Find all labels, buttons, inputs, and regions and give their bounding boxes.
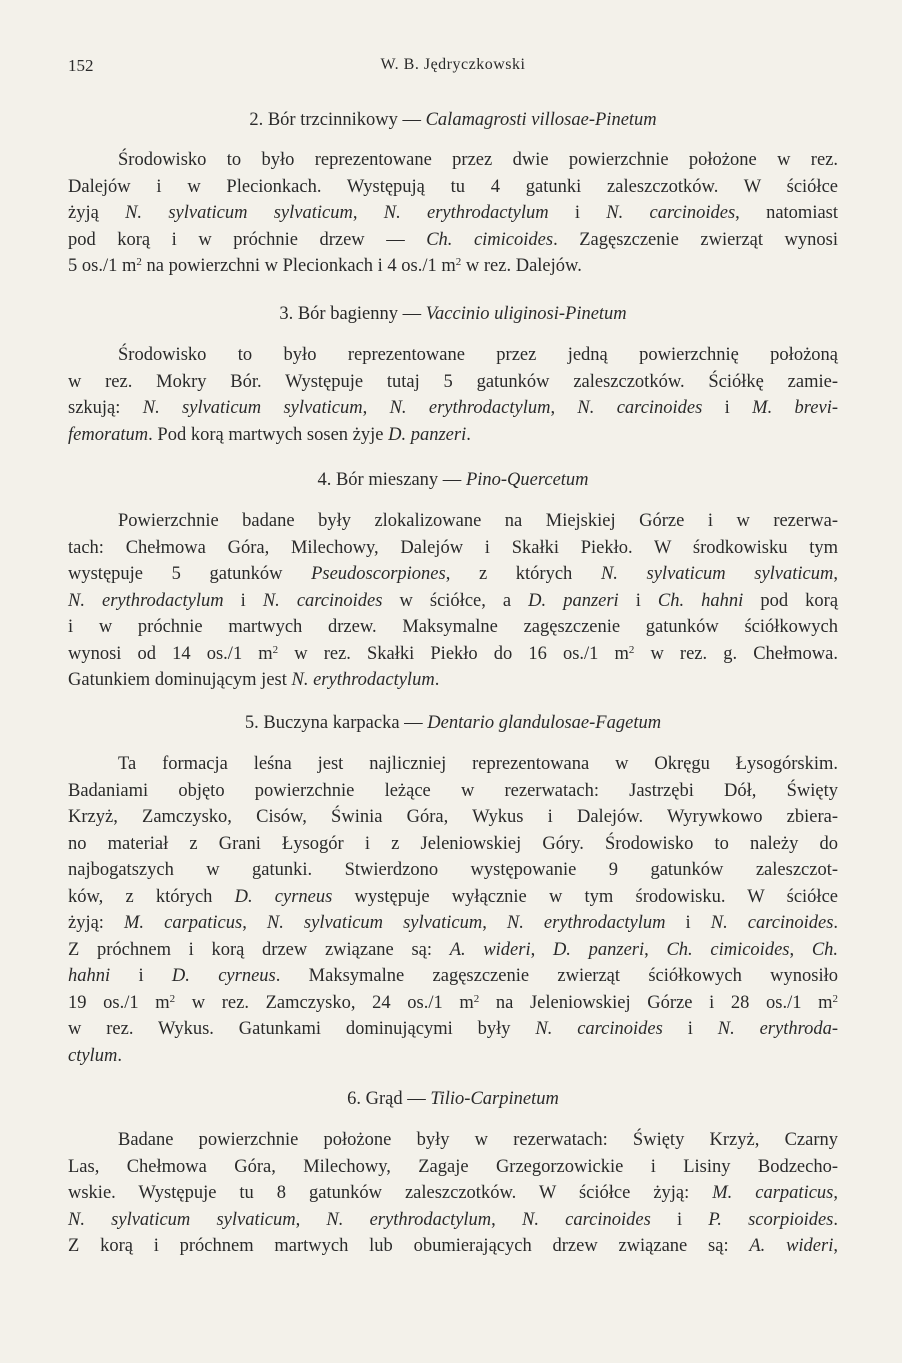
heading-text: 3. Bór bagienny — [279, 304, 426, 324]
text-line: Krzyż, Zamczysko, Cisów, Świnia Góra, Wykus i Dalejów. Wyrywkowo zbiera- [68, 807, 838, 827]
text-line: wynosi od 14 os./1 $m^2$ w rez. Skałki Piekło do 16 os./1 $m^2$ w rez. g. Chełmowa. [68, 643, 838, 664]
heading-text: 2. Bór trzcinnikowy — [249, 110, 426, 130]
text-line: Badaniami objęto powierzchnie leżące w rezerwatach: Jastrzębi Dół, Święty [68, 780, 838, 801]
text-line: Dalejów i w Plecionkach. Występują tu 4 gatunki zaleszczotków. W ściółce [68, 176, 838, 197]
text-line: tach: Chełmowa Góra, Milechowy, Dalejów i Skałki Piekło. W środkowisku tym [68, 537, 838, 558]
heading-text: 5. Buczyna karpacka — [244, 713, 428, 733]
section-heading-3 [68, 304, 838, 325]
text-line: Środowisko to było reprezentowane przez dwie powierzchnie położone w rez. [118, 150, 838, 170]
text-line: wskie. Występuje tu 8 gatunków zaleszczotków. W ściółce żyją: M. carpaticus, [68, 1183, 838, 1203]
heading-latin: Calamagrosti villosae-Pinetum [425, 110, 657, 130]
text-line: Ta formacja leśna jest najliczniej reprezentowana w Okręgu Łysogórskim. [118, 754, 838, 774]
text-line: Z próchnem i korą drzew związane są: A. wideri, D. panzeri, Ch. cimicoides, Ch. [68, 939, 839, 960]
heading-text: 4. Bór mieszany — [317, 470, 466, 490]
paragraph-s5 [68, 751, 838, 1069]
text-line: najbogatszych w gatunki. Stwierdzono występowanie 9 gatunków zaleszczot- [68, 860, 838, 880]
text-line: Gatunkiem dominującym jest N. erythrodactylum. [68, 670, 440, 690]
text-line: hahni i D. cyrneus. Maksymalne zagęszczenie zwierząt ściółkowych wynosiło [68, 966, 838, 986]
heading-latin: Pino-Quercetum [465, 470, 589, 490]
heading-latin: Vaccinio uliginosi-Pinetum [425, 304, 627, 324]
paragraph-s3 [68, 342, 838, 448]
text-line: Środowisko to było reprezentowane przez jedną powierzchnię położoną [118, 345, 838, 365]
text-line: żyją: M. carpaticus, N. sylvaticum sylvaticum, N. erythrodactylum i N. carcinoides. [68, 913, 839, 933]
text-line: żyją N. sylvaticum sylvaticum, N. erythrodactylum i N. carcinoides, natomiast [68, 203, 839, 223]
heading-latin: Dentario glandulosae-Fagetum [427, 713, 662, 733]
running-head [68, 56, 838, 86]
text-line: N. sylvaticum sylvaticum, N. erythrodactylum, N. carcinoides i P. scorpioides. [68, 1209, 839, 1230]
heading-text: 6. Grąd — [347, 1089, 431, 1109]
text-line: Powierzchnie badane były zlokalizowane na Miejskiej Górze i w rezerwa- [118, 511, 838, 531]
text-line: pod korą i w próchnie drzew — Ch. cimicoides. Zagęszczenie zwierząt wynosi [68, 229, 838, 250]
text-line: 5 os./1 $m^2$ na powierzchni w Plecionkach i 4 os./1 $m^2$ w rez. Dalejów. [68, 256, 582, 276]
text-line: no materiał z Grani Łysogór i z Jeleniowskiej Góry. Środowisko to należy do [68, 833, 838, 854]
text-line: 19 os./1 $m^2$ w rez. Zamczysko, 24 os./1 $m^2$ na Jeleniowskiej Górze i 28 os./1 $m^2$ [68, 992, 838, 1013]
section-heading-5 [68, 713, 838, 734]
author-name: W. B. Jędryczkowski [380, 56, 526, 73]
section-heading-2 [68, 110, 838, 131]
text-line: w rez. Mokry Bór. Występuje tutaj 5 gatunków zaleszczotków. Ściółkę zamie- [68, 371, 838, 392]
page-number: 152 [68, 56, 94, 75]
section-heading-6 [68, 1089, 838, 1110]
text-line: ctylum. [68, 1045, 122, 1066]
paragraph-s4 [68, 508, 838, 694]
text-line: ków, z których D. cyrneus występuje wyłącznie w tym środowisku. W ściółce [68, 886, 838, 907]
text-line: szkują: N. sylvaticum sylvaticum, N. erythrodactylum, N. carcinoides i M. brevi- [68, 398, 839, 418]
text-line: N. erythrodactylum i N. carcinoides w ściółce, a D. panzeri i Ch. hahni pod korą [68, 590, 839, 611]
text-line: Z korą i próchnem martwych lub obumierających drzew związane są: A. wideri, [68, 1236, 838, 1256]
text-line: w rez. Wykus. Gatunkami dominującymi były N. carcinoides i N. erythroda- [68, 1019, 839, 1039]
text-line: występuje 5 gatunków Pseudoscorpiones, z których N. sylvaticum sylvaticum, [68, 564, 838, 584]
heading-latin: Tilio-Carpinetum [430, 1089, 559, 1109]
text-line: femoratum. Pod korą martwych sosen żyje D. panzeri. [68, 424, 471, 445]
paragraph-s2 [68, 147, 838, 280]
paragraph-s6 [68, 1127, 838, 1260]
section-heading-4 [68, 470, 838, 491]
text-line: i w próchnie martwych drzew. Maksymalne zagęszczenie gatunków ściółkowych [68, 617, 838, 637]
text-line: Badane powierzchnie położone były w rezerwatach: Święty Krzyż, Czarny [118, 1130, 838, 1150]
text-line: Las, Chełmowa Góra, Milechowy, Zagaje Grzegorzowickie i Lisiny Bodzecho- [68, 1156, 838, 1177]
